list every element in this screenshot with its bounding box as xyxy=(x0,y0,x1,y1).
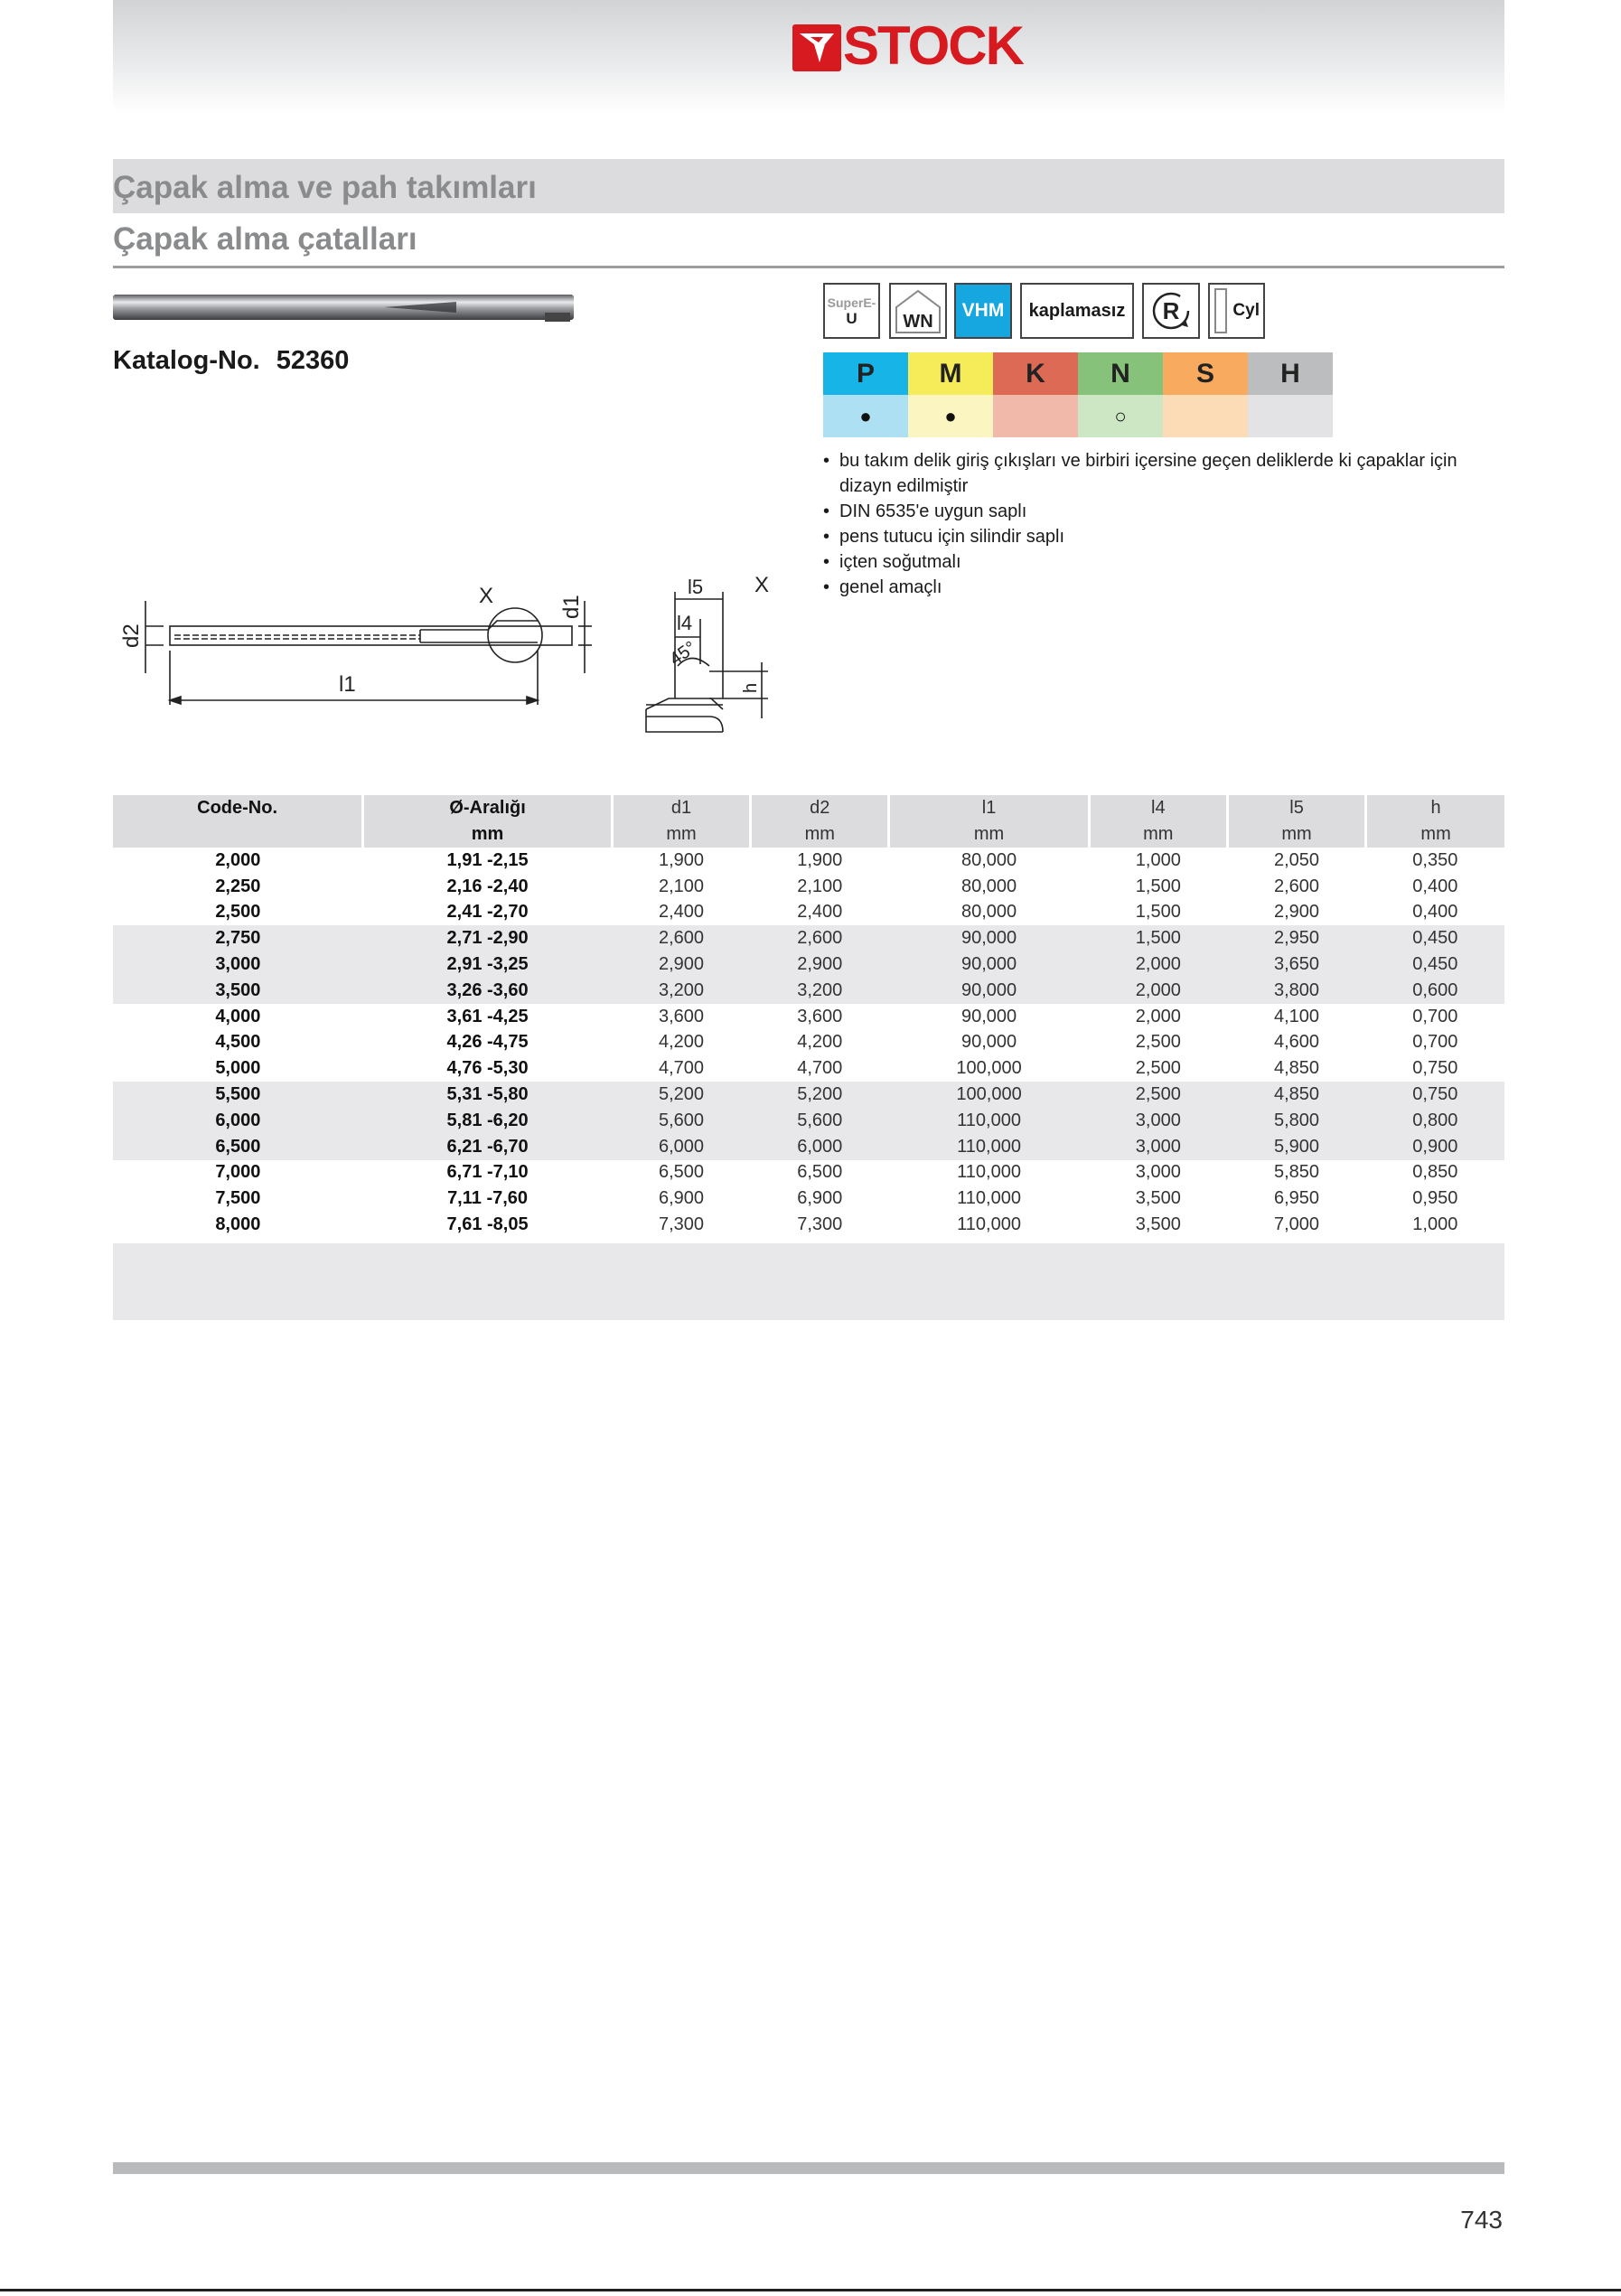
table-cell: 6,000 xyxy=(751,1134,889,1160)
table-cell: 1,000 xyxy=(1135,849,1181,870)
column-unit: mm xyxy=(1227,821,1365,848)
table-cell: 3,000 xyxy=(113,951,363,978)
logo-text: STOCK xyxy=(843,15,1023,76)
table-cell: 4,100 xyxy=(1274,1006,1320,1026)
table-cell: 3,61 -4,25 xyxy=(446,1006,529,1026)
table-cell: 2,000 xyxy=(1135,1006,1181,1026)
detail-tip xyxy=(646,709,723,732)
table-row xyxy=(113,1004,1504,1030)
table-row xyxy=(113,1030,1504,1056)
cylindrical-shank-badge xyxy=(1208,283,1265,339)
footer-bar xyxy=(113,2162,1504,2174)
rotation-badge xyxy=(1142,283,1200,339)
table-cell: 6,71 -7,10 xyxy=(446,1162,529,1183)
table-cell: 0,750 xyxy=(1412,1058,1458,1079)
supere-label: SuperE- xyxy=(827,295,876,310)
detail-circle xyxy=(488,608,542,662)
table-cell: 2,500 xyxy=(215,902,261,923)
table-cell: 1,900 xyxy=(797,849,843,870)
table-cell: 3,000 xyxy=(1089,1108,1227,1134)
table-cell: 6,000 xyxy=(612,1134,750,1160)
table-cell: 3,000 xyxy=(1135,1162,1181,1183)
table-cell: 3,200 xyxy=(751,978,889,1004)
table-cell: 0,400 xyxy=(1412,876,1458,896)
table-row xyxy=(113,1160,1504,1186)
subcategory-title: Çapak alma çatalları xyxy=(113,221,417,257)
table-cell: 6,21 -6,70 xyxy=(363,1134,613,1160)
table-cell: 80,000 xyxy=(960,902,1017,923)
material-suitability-grid xyxy=(823,352,1334,437)
table-cell: 0,900 xyxy=(1366,1134,1504,1160)
table-cell: 110,000 xyxy=(957,1214,1021,1235)
table-cell: 3,500 xyxy=(1135,1214,1181,1235)
table-cell: 2,900 xyxy=(1274,902,1320,923)
table-cell: 3,600 xyxy=(797,1006,843,1026)
table-cell: 80,000 xyxy=(960,876,1017,896)
table-row xyxy=(113,1134,1504,1160)
table-cell: 3,500 xyxy=(1135,1188,1181,1209)
material-suitability-s xyxy=(1163,395,1248,437)
feature-item: • pens tutucu için silindir saplı xyxy=(823,524,1510,549)
table-cell: 1,000 xyxy=(1412,1214,1458,1235)
coating-badge: kaplamasız xyxy=(1020,283,1134,339)
table-cell: 5,200 xyxy=(612,1082,750,1108)
table-cell: 0,600 xyxy=(1366,978,1504,1004)
table-cell: 3,200 xyxy=(612,978,750,1004)
catalog-value: 52360 xyxy=(276,346,350,375)
detail-x-label: X xyxy=(479,584,494,608)
table-cell: 80,000 xyxy=(960,849,1017,870)
table-cell: 7,300 xyxy=(797,1214,843,1235)
page-header xyxy=(113,0,1504,113)
d2-label: d2 xyxy=(119,623,144,648)
table-cell: 6,500 xyxy=(797,1162,843,1183)
table-footer-band xyxy=(113,1243,1504,1320)
table-cell: 2,41 -2,70 xyxy=(446,902,529,923)
column-header: Ø-Aralığı xyxy=(363,795,613,821)
material-header-m: M xyxy=(908,352,993,395)
table-cell: 0,450 xyxy=(1366,925,1504,951)
table-cell: 7,000 xyxy=(1274,1214,1320,1235)
table-cell: 3,650 xyxy=(1227,951,1365,978)
column-unit: mm xyxy=(612,821,750,848)
table-cell: 6,950 xyxy=(1274,1188,1320,1209)
table-cell: 90,000 xyxy=(889,925,1089,951)
table-row xyxy=(113,925,1504,951)
product-table xyxy=(113,795,1504,1238)
table-cell: 4,850 xyxy=(1227,1082,1365,1108)
table-cell: 4,700 xyxy=(659,1058,705,1079)
table-row xyxy=(113,848,1504,874)
l1-label: l1 xyxy=(339,672,356,697)
table-cell: 100,000 xyxy=(889,1082,1089,1108)
table-cell: 3,000 xyxy=(1089,1134,1227,1160)
rotation-label: R xyxy=(1162,297,1180,324)
category-title: Çapak alma ve pah takımları xyxy=(113,170,537,205)
table-cell: 7,000 xyxy=(215,1162,261,1183)
column-header: d1 xyxy=(612,795,750,821)
table-cell: 8,000 xyxy=(215,1214,261,1235)
table-cell: 2,600 xyxy=(612,925,750,951)
title-divider xyxy=(113,266,1504,268)
table-cell: 6,900 xyxy=(797,1188,843,1209)
material-header-k: K xyxy=(993,352,1078,395)
table-cell: 2,000 xyxy=(1089,951,1227,978)
feature-list xyxy=(823,448,1510,600)
l4-label: l4 xyxy=(677,612,693,634)
table-cell: 3,26 -3,60 xyxy=(363,978,613,1004)
table-cell: 4,200 xyxy=(659,1032,705,1053)
table-cell: 6,000 xyxy=(113,1108,363,1134)
right-hand-rotation-icon xyxy=(1146,287,1196,334)
table-cell: 2,050 xyxy=(1274,849,1320,870)
column-header: h xyxy=(1366,795,1504,821)
table-cell: 5,850 xyxy=(1274,1162,1320,1183)
table-cell: 110,000 xyxy=(957,1188,1021,1209)
table-cell: 4,200 xyxy=(797,1032,843,1053)
table-cell: 0,850 xyxy=(1412,1162,1458,1183)
table-cell: 4,26 -4,75 xyxy=(446,1032,529,1053)
table-cell: 90,000 xyxy=(960,1032,1017,1053)
feature-item: • DIN 6535'e uygun saplı xyxy=(823,499,1510,524)
table-cell: 2,600 xyxy=(1274,876,1320,896)
table-cell: 2,100 xyxy=(797,876,843,896)
stock-logo xyxy=(792,15,1038,76)
material-header-n: N xyxy=(1078,352,1163,395)
shank-icon xyxy=(1213,287,1230,334)
l5-label: l5 xyxy=(688,576,704,598)
table-cell: 4,76 -5,30 xyxy=(446,1058,529,1079)
column-unit: mm xyxy=(1089,821,1227,848)
table-cell: 2,500 xyxy=(1135,1032,1181,1053)
table-cell: 4,500 xyxy=(215,1032,261,1053)
table-cell: 6,500 xyxy=(113,1134,363,1160)
table-cell: 5,31 -5,80 xyxy=(363,1082,613,1108)
material-header-s: S xyxy=(1163,352,1248,395)
table-cell: 0,800 xyxy=(1366,1108,1504,1134)
table-body xyxy=(113,848,1504,1238)
table-cell: 1,500 xyxy=(1089,925,1227,951)
material-header-h: H xyxy=(1248,352,1333,395)
material-suitability-p: ● xyxy=(823,395,908,437)
table-cell: 110,000 xyxy=(957,1162,1021,1183)
table-cell: 3,500 xyxy=(113,978,363,1004)
table-cell: 110,000 xyxy=(889,1108,1089,1134)
table-cell: 3,600 xyxy=(659,1006,705,1026)
column-header: Code-No. xyxy=(113,795,363,821)
table-cell: 2,500 xyxy=(1089,1082,1227,1108)
category-title-band xyxy=(113,159,1504,213)
detail-x-label-2: X xyxy=(754,573,770,597)
feature-item: • bu takım delik giriş çıkışları ve birbiri içersine geçen deliklerde ki çapaklar için dizayn edilmiştir xyxy=(823,448,1510,499)
table-cell: 1,900 xyxy=(659,849,705,870)
page-number: 743 xyxy=(1460,2206,1503,2234)
table-cell: 3,800 xyxy=(1227,978,1365,1004)
d1-label: d1 xyxy=(559,595,584,619)
table-row xyxy=(113,951,1504,978)
table-cell: 1,91 -2,15 xyxy=(446,849,529,870)
table-cell: 6,900 xyxy=(659,1188,705,1209)
table-cell: 100,000 xyxy=(956,1058,1022,1079)
supere-u-label: U xyxy=(846,310,857,327)
material-suitability-m: ● xyxy=(908,395,993,437)
table-row xyxy=(113,1055,1504,1082)
column-header: l5 xyxy=(1227,795,1365,821)
technical-drawing xyxy=(113,565,782,754)
table-cell: 0,950 xyxy=(1412,1188,1458,1209)
table-cell: 7,11 -7,60 xyxy=(447,1188,529,1209)
column-header: l1 xyxy=(889,795,1089,821)
table-cell: 0,450 xyxy=(1366,951,1504,978)
table-cell: 2,400 xyxy=(797,902,843,923)
wn-label: WN xyxy=(903,312,933,332)
table-cell: 2,900 xyxy=(751,951,889,978)
table-cell: 2,400 xyxy=(659,902,705,923)
page-bottom-rule xyxy=(0,2289,1621,2291)
table-cell: 2,71 -2,90 xyxy=(363,925,613,951)
table-header-row xyxy=(113,795,1504,821)
catalog-label: Katalog-No. xyxy=(113,346,260,375)
table-cell: 2,500 xyxy=(1135,1058,1181,1079)
column-unit: mm xyxy=(363,821,613,848)
table-cell: 0,350 xyxy=(1412,849,1458,870)
table-cell: 7,300 xyxy=(659,1214,705,1235)
table-cell: 5,900 xyxy=(1227,1134,1365,1160)
table-cell: 4,600 xyxy=(1274,1032,1320,1053)
table-row xyxy=(113,1108,1504,1134)
vhm-badge: VHM xyxy=(954,283,1012,339)
column-unit: mm xyxy=(1366,821,1504,848)
table-cell: 4,000 xyxy=(215,1006,261,1026)
table-cell: 2,000 xyxy=(1089,978,1227,1004)
table-cell: 1,500 xyxy=(1135,876,1181,896)
table-row xyxy=(113,1212,1504,1238)
table-cell: 7,500 xyxy=(215,1188,261,1209)
column-unit: mm xyxy=(889,821,1089,848)
angle-label: 45° xyxy=(666,637,700,670)
shank-label: Cyl xyxy=(1232,301,1260,320)
table-row xyxy=(113,1082,1504,1108)
table-cell: 90,000 xyxy=(889,978,1089,1004)
table-row xyxy=(113,978,1504,1004)
table-cell: 4,700 xyxy=(797,1058,843,1079)
table-cell: 5,600 xyxy=(612,1108,750,1134)
table-cell: 0,400 xyxy=(1412,902,1458,923)
table-cell: 2,16 -2,40 xyxy=(446,876,529,896)
tool-photo xyxy=(113,291,578,327)
table-cell: 90,000 xyxy=(889,951,1089,978)
table-cell: 2,100 xyxy=(659,876,705,896)
table-cell: 5,000 xyxy=(215,1058,261,1079)
wn-badge xyxy=(889,283,947,339)
table-cell: 5,800 xyxy=(1227,1108,1365,1134)
column-header: d2 xyxy=(751,795,889,821)
feature-item: • içten soğutmalı xyxy=(823,549,1510,575)
table-cell: 2,600 xyxy=(751,925,889,951)
material-header-p: P xyxy=(823,352,908,395)
table-cell: 1,500 xyxy=(1135,902,1181,923)
table-cell: 0,700 xyxy=(1412,1032,1458,1053)
table-row xyxy=(113,900,1504,926)
h-label: h xyxy=(741,682,761,693)
logo-emblem-icon xyxy=(792,24,841,71)
column-unit: mm xyxy=(751,821,889,848)
supere-u-badge xyxy=(823,283,880,339)
table-cell: 5,500 xyxy=(113,1082,363,1108)
table-cell: 5,200 xyxy=(751,1082,889,1108)
table-cell: 5,600 xyxy=(751,1108,889,1134)
table-cell: 90,000 xyxy=(960,1006,1017,1026)
table-row xyxy=(113,1185,1504,1212)
table-cell: 0,700 xyxy=(1412,1006,1458,1026)
table-cell: 2,900 xyxy=(612,951,750,978)
table-cell: 2,250 xyxy=(215,876,261,896)
wn-house-icon xyxy=(892,286,944,336)
table-row xyxy=(113,874,1504,900)
material-suitability-k xyxy=(993,395,1078,437)
table-cell: 2,000 xyxy=(215,849,261,870)
catalog-number xyxy=(113,346,349,376)
table-cell: 2,91 -3,25 xyxy=(363,951,613,978)
material-suitability-h xyxy=(1248,395,1333,437)
table-cell: 4,850 xyxy=(1274,1058,1320,1079)
table-cell: 2,950 xyxy=(1227,925,1365,951)
table-cell: 5,81 -6,20 xyxy=(363,1108,613,1134)
table-cell: 6,500 xyxy=(659,1162,705,1183)
table-cell: 0,750 xyxy=(1366,1082,1504,1108)
feature-item: • genel amaçlı xyxy=(823,575,1510,600)
column-header: l4 xyxy=(1089,795,1227,821)
table-cell: 110,000 xyxy=(889,1134,1089,1160)
material-suitability-n: ○ xyxy=(1078,395,1163,437)
column-unit xyxy=(113,821,363,848)
table-cell: 7,61 -8,05 xyxy=(446,1214,529,1235)
table-cell: 2,750 xyxy=(113,925,363,951)
table-unit-row xyxy=(113,821,1504,848)
